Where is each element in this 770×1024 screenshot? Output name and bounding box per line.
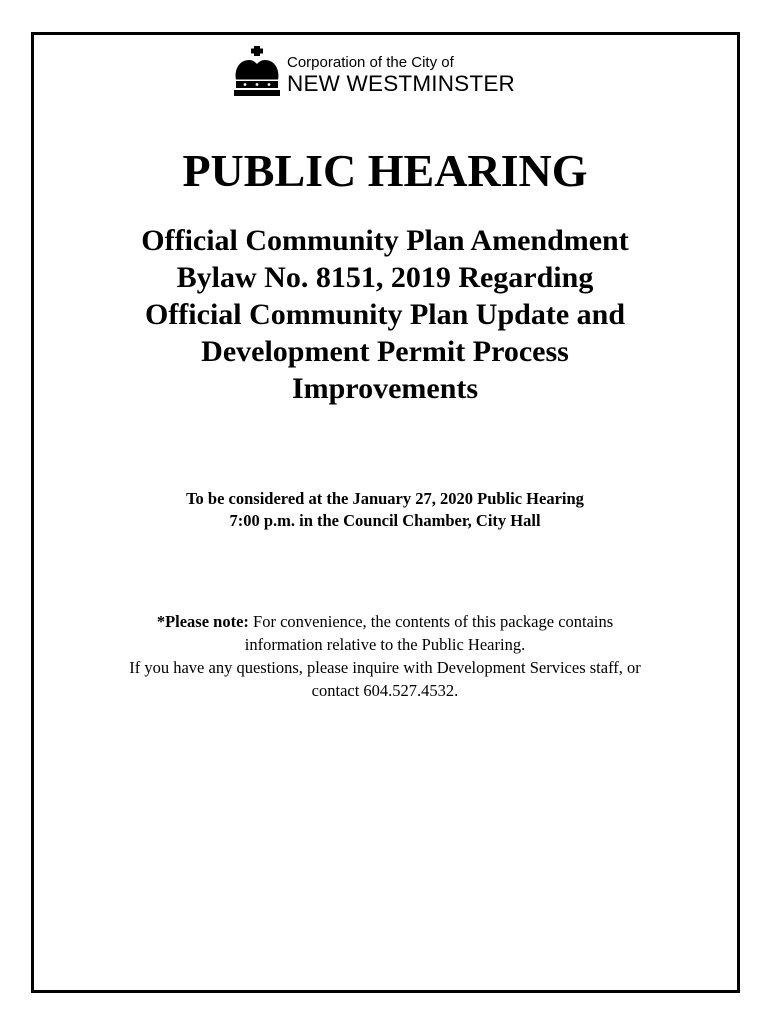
subtitle-line: Development Permit Process <box>201 335 569 368</box>
subtitle-line: Official Community Plan Update and <box>144 298 626 331</box>
logo-corporation-text: Corporation of the City of <box>287 54 454 71</box>
page-title: PUBLIC HEARING <box>182 145 588 196</box>
logo-city-name: NEW WESTMINSTER <box>287 71 515 96</box>
note-line-1 <box>0 610 770 633</box>
bylaw-subtitle <box>60 222 710 407</box>
subtitle-line: Official Community Plan Amendment <box>141 224 629 257</box>
hearing-date-line: To be considered at the January 27, 2020 Public Hearing <box>186 489 584 508</box>
subtitle-line: Improvements <box>291 372 479 405</box>
note-contact-line: contact 604.527.4532. <box>311 681 459 700</box>
please-note <box>0 610 770 702</box>
note-label: *Please note: <box>156 612 249 631</box>
hearing-details <box>0 488 770 532</box>
crown-icon <box>233 44 281 100</box>
hearing-location-line: 7:00 p.m. in the Council Chamber, City Hall <box>229 511 541 530</box>
subtitle-line: Bylaw No. 8151, 2019 Regarding <box>176 261 594 294</box>
note-line-3: If you have any questions, please inquire with Development Services staff, or <box>129 658 641 677</box>
note-line-2: information relative to the Public Hearing. <box>244 635 526 654</box>
note-line-1-text: For convenience, the contents of this package contains <box>248 612 614 631</box>
city-logo <box>233 44 543 100</box>
